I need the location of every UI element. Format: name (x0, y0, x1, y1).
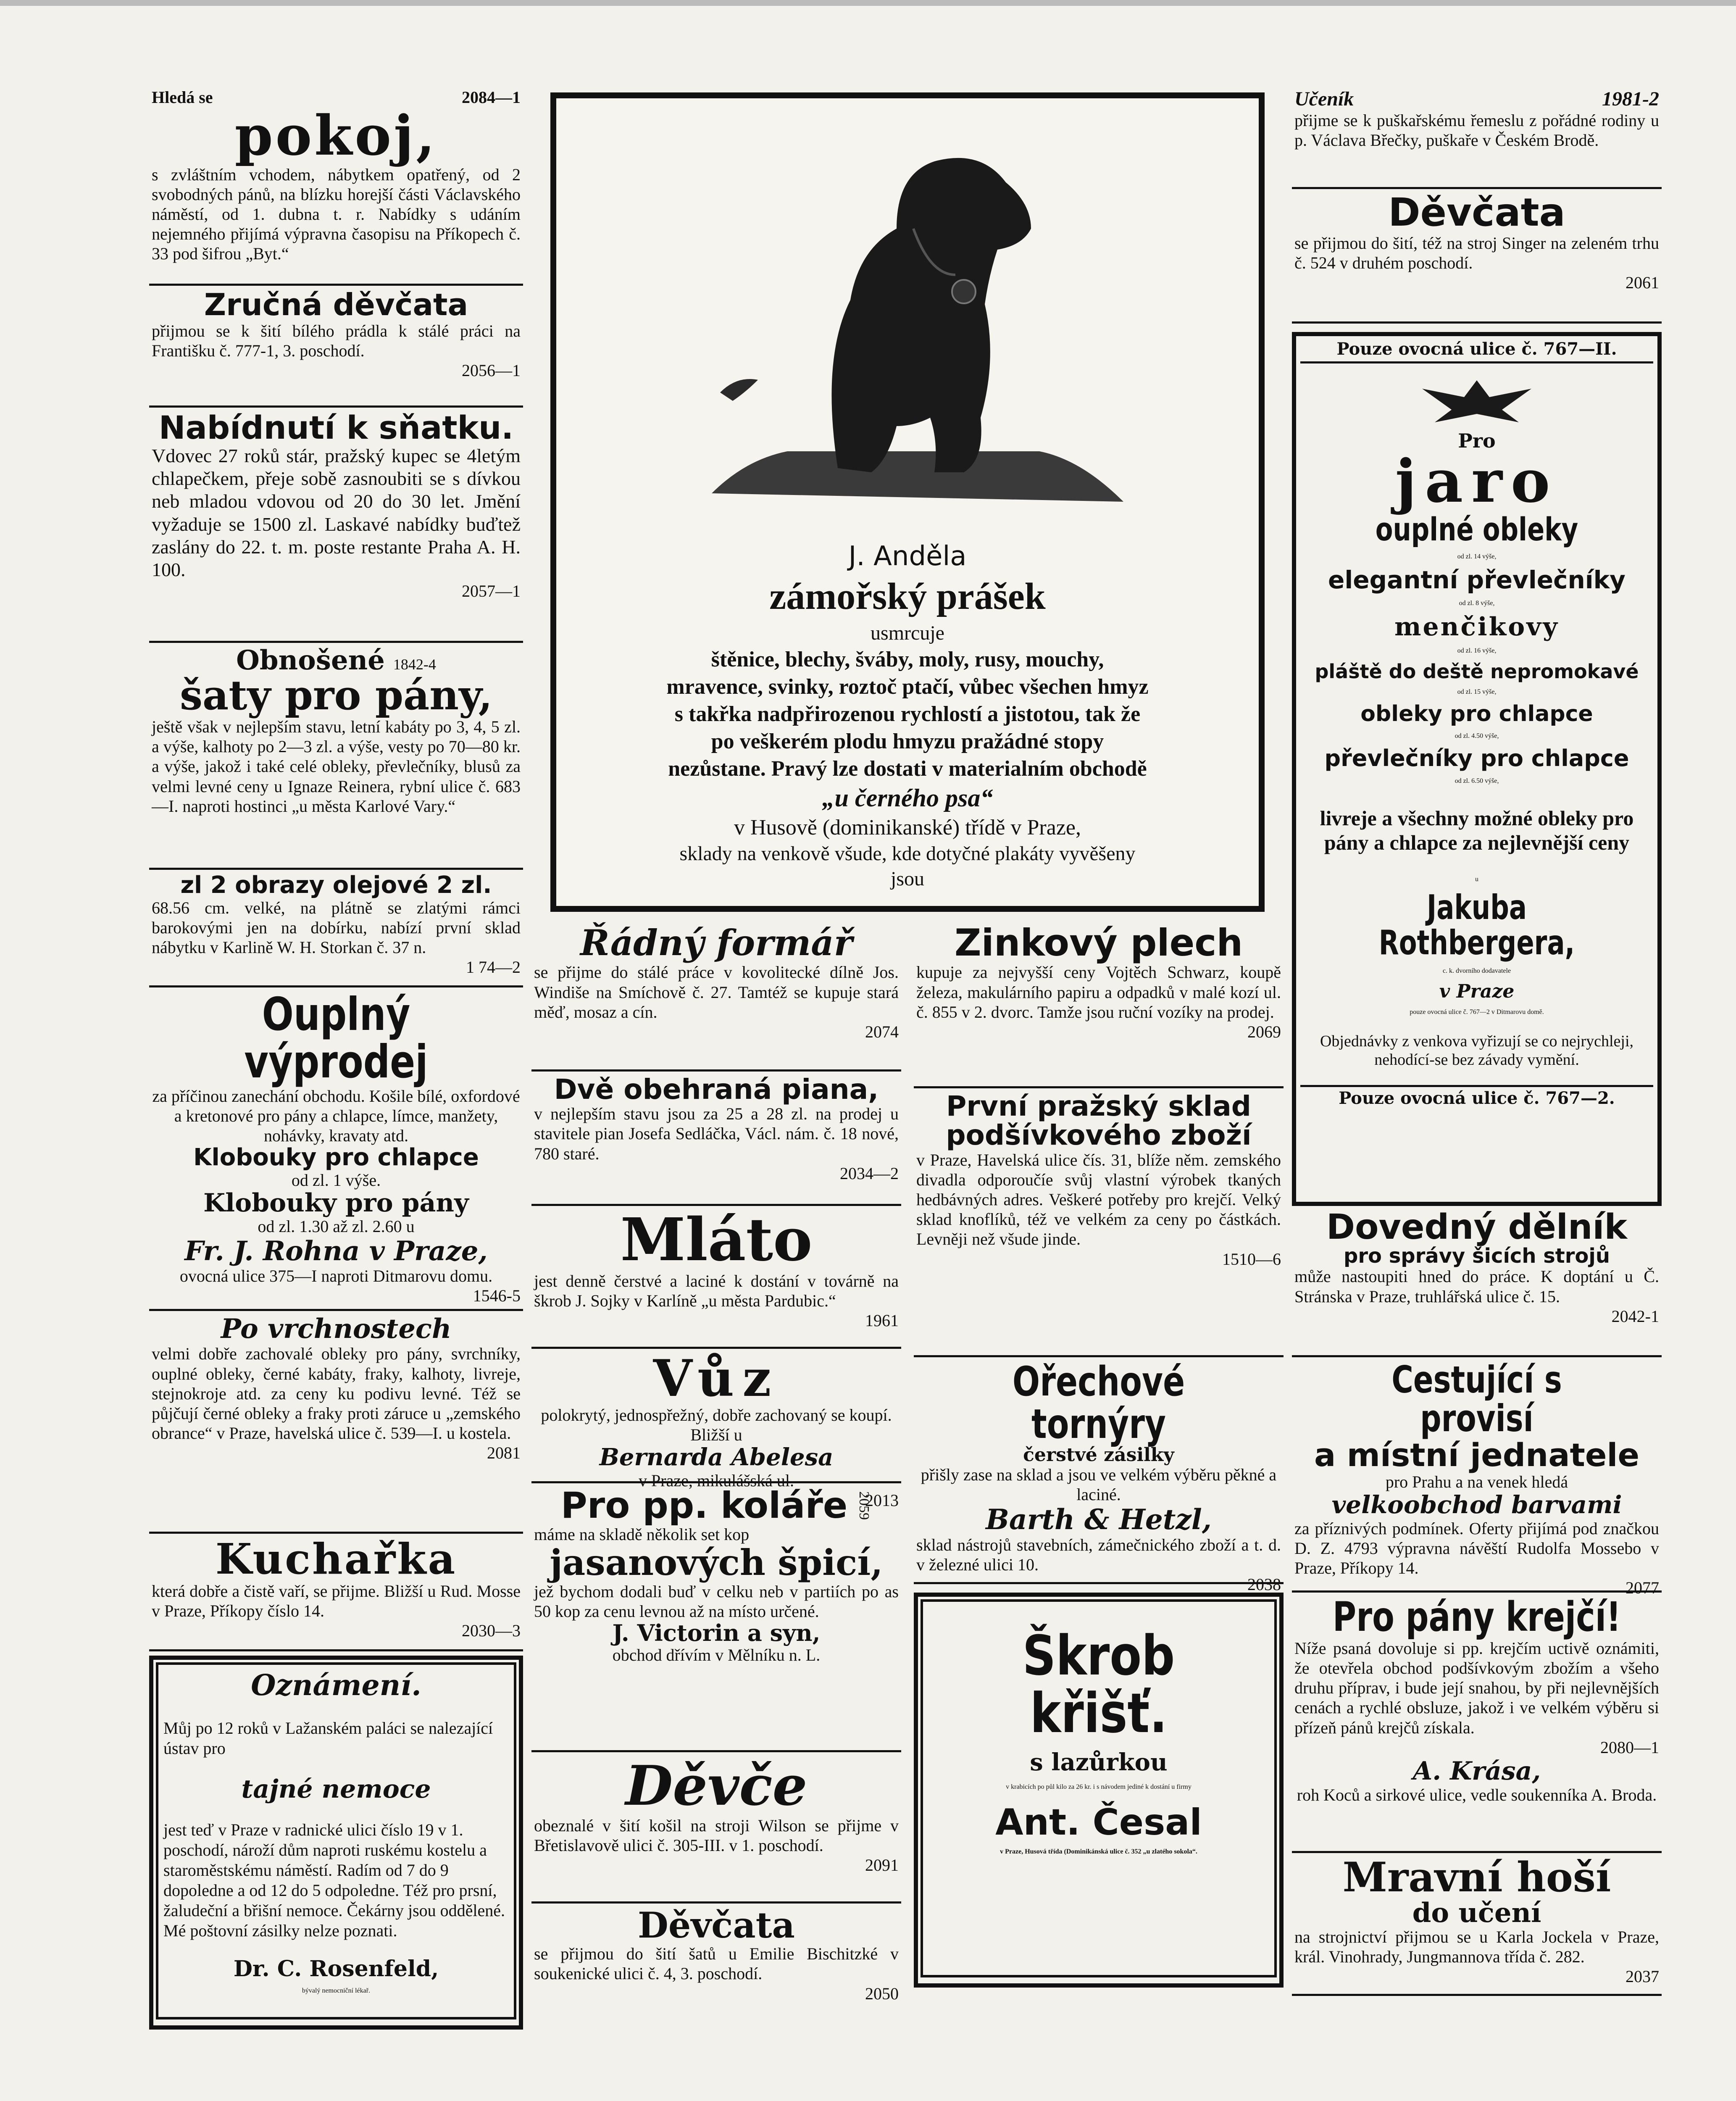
ad-jaro-l5b: od zl. 4.50 výše, (1455, 732, 1499, 740)
ad-pokoj-head: Hledá se (152, 88, 213, 107)
ad-cestujici-body1: pro Prahu a na venek hledá (1385, 1472, 1568, 1491)
ad-formar-title: Řádný formář (580, 922, 852, 964)
dog-illustration-icon (661, 124, 1165, 544)
ad-skrob (914, 1593, 1284, 1988)
ad-vuz-addr: v Praze, mikulášská ul. (639, 1471, 794, 1490)
ad-delnik-num: 2042-1 (1611, 1306, 1659, 1326)
ad-mlato-title: Mláto (620, 1206, 813, 1274)
ad-formar-num: 2074 (865, 1022, 899, 1041)
ad-formar-body: se přijme do stálé práce v kovolitecké dílně Jos. Windiše na Smíchově č. 27. Tamtéž se kupuje stará měď, mosaz a cín. (534, 963, 899, 1022)
ad-krejci-firm: A. Krása, (1412, 1756, 1541, 1786)
ad-saty (149, 643, 523, 870)
ad-zrucna-body: přijmou se k šití bílého prádla k stálé práci na Františku č. 777-1, 3. poschodí. (152, 321, 521, 360)
ad-kolare-body1: máme na skladě několik set kop (534, 1525, 750, 1544)
ad-saty-num: 1842-4 (393, 656, 436, 673)
ad-devcata2-body: se přijmou do šití šatů u Emilie Bischitzké v soukenické ulici č. 4, 3. poschodí. (534, 1944, 899, 1983)
ad-devcata (1292, 189, 1662, 324)
eagle-emblem-icon (1418, 372, 1536, 431)
ad-kucharka-num: 2030—3 (462, 1621, 521, 1640)
ad-jaro (1292, 332, 1662, 1206)
ad-kucharka (149, 1534, 523, 1651)
ad-vrchnosti-title: Po vrchnostech (221, 1313, 452, 1345)
ad-oznameni (149, 1656, 523, 2030)
ad-oznameni-body1: Můj po 12 roků v Lažanském paláci se nalezající ústav pro (163, 1718, 493, 1758)
ad-snatek-title: Nabídnutí k sňatku. (158, 409, 514, 446)
ad-podsivky-title1: První pražský sklad (946, 1090, 1252, 1122)
ad-obrazy-title: zl 2 obrazy olejové 2 zl. (180, 871, 492, 899)
ad-pokoj-body: s zvláštním vchodem, nábytkem opatřený, od 2 svobodných pánů, na blízku horejší části Václavského náměstí, od 1. dubna t. r. Nabídky s udáním nejemného přijímá výpravna časopisu na Příkopech č. 33 pod šifrou „Byt.“ (152, 165, 521, 263)
ad-delnik-sub: pro správy šicích strojů (1343, 1244, 1610, 1268)
ad-andela-shop2: v Husově (dominikanské) třídě v Praze, (734, 815, 1081, 840)
ad-vyprodej-addr: ovocná ulice 375—I naproti Ditmarovu domu. (179, 1266, 493, 1285)
ad-devce-num: 2091 (865, 1856, 899, 1875)
ad-oznameni-title: Oznámení. (251, 1669, 421, 1702)
ad-jaro-l3b: od zl. 16 výše, (1457, 647, 1497, 654)
ad-andela-shop3: sklady na venkově všude, kde dotyčné plakáty vyvěšeny jsou (679, 842, 1136, 890)
ad-jaro-addr: pouze ovocná ulice č. 767—2 v Ditmarovu domě. (1410, 1008, 1544, 1016)
ad-jaro-l3: menčikovy (1394, 612, 1559, 642)
ad-zinek (914, 920, 1284, 1088)
ad-jaro-l2b: od zl. 8 výše, (1459, 599, 1495, 607)
ad-cestujici-title: Cestující s provisí (1391, 1358, 1562, 1440)
ad-piana (531, 1072, 901, 1206)
ad-vuz-num: 2013 (865, 1491, 899, 1510)
ad-snatek-body: Vdovec 27 roků stár, pražský kupec se 4letým chlapečkem, přeje sobě zasnoubiti se s dívkou neb mladou vdovou od 20 do 30 let. Jmění vyžaduje se 1500 zl. Laskavé nabídky buďtež zaslány do 22. t. m. poste restante Praha A. H. 100. (152, 445, 521, 581)
ad-hosi-body: na strojnictví přijmou se u Karla Jockela v Praze, král. Vinohrady, Jungmannova třída č. 282. (1294, 1927, 1659, 1967)
ad-jaro-l4b: od zl. 15 výše, (1457, 688, 1497, 696)
ad-jaro-l6: převlečníky pro chlapce (1324, 745, 1629, 771)
ad-saty-body: ještě však v nejlepším stavu, letní kabáty po 3, 4, 5 zl. a výše, kalhoty po 2—3 zl. a výše, vesty po 70—80 kr. a výše, jakož i také celé obleky, převlečníky, blusů za velmi levné ceny u Ignaze Reinera, rybní ulice č. 683—I. naproti hostinci „u města Karlové Vary.“ (152, 717, 521, 816)
ad-vyprodej-firm: Fr. J. Rohna v Praze, (184, 1235, 488, 1267)
ad-tornyry-title: Ořechové tornýry (1012, 1358, 1185, 1448)
ad-pokoj-num: 2084—1 (462, 88, 521, 107)
ad-tornyry-sub: čerstvé zásilky (1023, 1444, 1174, 1466)
ad-kucharka-title: Kuchařka (215, 1534, 457, 1584)
ad-vuz-title: Vůz (653, 1349, 780, 1408)
middle-subcolumns (531, 920, 1284, 2030)
ad-cestujici-body2: za příznivých podmínek. Oferty přijímá pod značkou D. Z. 4793 výpravna návěští Rudolfa Mossebo v Praze, Příkopy 14. (1294, 1519, 1659, 1577)
ad-devce-body: obeznalé v šití košil na stroji Wilson se přijme v Břetislavově ulici č. 305-III. v 1. poschodí. (534, 1816, 899, 1855)
ad-krejci-num: 2080—1 (1600, 1738, 1659, 1757)
ad-kolare (531, 1483, 901, 1752)
middle-subcol-right (914, 920, 1284, 2030)
ad-obrazy (149, 870, 523, 987)
ad-vyprodej-sub1b: od zl. 1 výše. (291, 1171, 381, 1190)
ad-ucen-body: přijme se k puškařskému řemeslu z pořádné rodiny u p. Václava Břečky, puškaře v Českém Brodě. (1294, 111, 1659, 150)
ad-kolare-title: Pro pp. koláře (560, 1485, 848, 1527)
ad-devce-title: Děvče (625, 1753, 808, 1818)
ad-devcata-num: 2061 (1626, 273, 1659, 292)
ad-jaro-bottom: Pouze ovocná ulice č. 767—2. (1300, 1085, 1653, 1107)
column-right (1292, 84, 1662, 1996)
ad-pokoj (149, 84, 523, 286)
ad-jaro-firm: Jakuba Rothbergera, (1378, 887, 1575, 962)
ad-zinek-body: kupuje za nejvyšší ceny Vojtěch Schwarz, koupě železa, makulárního papiru a odpadků v malé kozí ul. č. 855 v 2. dvorc. Tamže jsou ruční vozíky na prodej. (916, 963, 1281, 1022)
ad-vyprodej-sub2b: od zl. 1.30 až zl. 2.60 u (258, 1217, 415, 1236)
ad-andela-kills: usmrcuje (871, 621, 944, 644)
middle-subcol-left (531, 920, 901, 2030)
ad-zinek-title: Zinkový plech (954, 921, 1243, 964)
ad-jaro-title: jaro (1395, 447, 1559, 516)
ad-formar (531, 920, 901, 1072)
ad-tornyry-body: přišly zase na sklad a jsou ve velkém výběru pěkné a laciné. (921, 1465, 1277, 1504)
ad-skrob-firm: Ant. Česal (995, 1801, 1202, 1843)
ad-vyprodej-sub2: Klobouky pro pány (203, 1188, 469, 1218)
ad-vyprodej (149, 987, 523, 1311)
ad-hosi-num: 2037 (1626, 1967, 1659, 1986)
ad-kolare-sub: jasanových špicí, (550, 1542, 883, 1584)
ad-piana-num: 2034—2 (840, 1164, 899, 1183)
ad-vyprodej-sub1: Klobouky pro chlapce (193, 1144, 479, 1172)
ad-andela-title: zámořský prášek (769, 576, 1046, 617)
ad-jaro-l4: pláště do deště nepromokavé (1315, 660, 1639, 683)
ad-vrchnosti-body: velmi dobře zachovalé obleky pro pány, svrchníky, ouplné obleky, černé kabáty, fraky, kalhoty, livreje, stejnokroje atd. za ceny ku podivu levné. Též se půjčují černé obleky a fraky proti záruce u „zemského obrance“ v Praze, havelská ulice č. 539—I. u kostela. (152, 1344, 521, 1443)
ad-kolare-addr: obchod dřívím v Mělníku n. L. (612, 1645, 821, 1664)
column-left (149, 84, 523, 2030)
ad-piana-title: Dvě obehraná piana, (554, 1073, 879, 1106)
ad-tornyry-num: 2038 (1247, 1575, 1281, 1594)
ad-krejci (1292, 1593, 1662, 1853)
ad-cestujici-firm: velkoobchod barvami (1331, 1490, 1622, 1519)
ad-jaro-l1: ouplné obleky (1375, 511, 1578, 548)
ad-vyprodej-num: 1546-5 (473, 1286, 521, 1306)
ad-devcata-body: se přijmou do šití, též na stroj Singer na zeleném trhu č. 524 v druhém poschodí. (1294, 233, 1659, 272)
ad-vrchnosti (149, 1311, 523, 1534)
ad-oznameni-signb: bývalý nemocniční lékař. (302, 1987, 371, 1995)
ad-jaro-l2: elegantní převlečníky (1328, 566, 1626, 595)
ad-piana-body: v nejlepším stavu jsou za 25 a 28 zl. na prodej u stavitele pian Josefa Sedláčka, Václ. nám. č. 18 nové, 780 staré. (534, 1104, 899, 1163)
column-middle (531, 84, 1284, 2030)
ad-jaro-u: u (1475, 875, 1478, 883)
ad-zrucna-num: 2056—1 (462, 361, 521, 380)
ad-delnik-body: může nastoupiti hned do práce. K doptání u Č. Stránska v Praze, truhlářská ulice č. 15. (1294, 1267, 1659, 1306)
ad-zinek-num: 2069 (1247, 1022, 1281, 1041)
ad-jaro-pro: Pro (1458, 429, 1496, 452)
ad-pokoj-title: pokoj, (234, 103, 438, 168)
ad-obrazy-body: 68.56 cm. velké, na plátně se zlatými rámci barokovými jen na dobírku, nabízí první sklad nábytku v Karlině W. H. Storkan č. 37 n. (152, 898, 521, 957)
ad-zrucna-title: Zručná děvčata (204, 287, 468, 322)
ad-saty-title: šaty pro pány, (179, 671, 493, 719)
ad-tornyry-addr: sklad nástrojů stavebních, zámečnického zboží a t. d. v železné ulici 10. (916, 1535, 1281, 1574)
ad-snatek-num: 2057—1 (462, 582, 521, 601)
ad-hosi-title: Mravní hoší (1342, 1854, 1611, 1901)
ad-tornyry-firm: Barth & Hetzl, (986, 1503, 1212, 1536)
ad-andela-shop: „u černého psa“ (822, 784, 993, 812)
ad-vrchnosti-num: 2081 (487, 1443, 521, 1463)
ad-jaro-top: Pouze ovocná ulice č. 767—II. (1300, 340, 1653, 363)
ad-mlato-num: 1961 (865, 1311, 899, 1330)
ad-podsivky (914, 1088, 1284, 1357)
ad-mlato (531, 1206, 901, 1349)
ad-vuz-body: polokrytý, jednospřežný, dobře zachovaný se koupí. Bližší u (541, 1406, 892, 1445)
ad-hosi-sub: do učení (1412, 1897, 1541, 1929)
ad-podsivky-title2: podšívkového zboží (946, 1119, 1252, 1152)
ad-podsivky-num: 1510—6 (1222, 1249, 1281, 1269)
ad-jaro-firm3: v Praze (1439, 980, 1515, 1002)
ad-vuz-firm: Bernarda Abelesa (599, 1443, 834, 1472)
ad-cestujici (1292, 1357, 1662, 1598)
ad-krejci-body: Níže psaná dovoluje si pp. krejčím uctivě oznámiti, že otevřela obchod podšívkovým zbožím a všeho druhu příprav, i bude její snahou, by při nejlevnějších cenách a rychlé obsluze, jakož i ve velkém výběru si přízeň pánů krejčů získala. (1294, 1638, 1659, 1737)
ad-skrob-body: v krabicích po půl kilo za 26 kr. i s návodem jediné k dostání u firmy (1006, 1783, 1192, 1790)
ad-krejci-title: Pro pány krejčí! (1332, 1593, 1621, 1640)
ad-oznameni-body2: jest teď v Praze v radnické ulici číslo 19 v 1. poschodí, nároží dům naproti ruskému kostelu a staroměstskému náměstí. Radím od 7 do 9 dopoledne a od 12 do 5 odpoledne. Též pro prsní, žaludeční a břišní nemoce. Čekárny jsou oddělené. Mé poštovní zásilky nelze poznati. (163, 1820, 505, 1940)
ad-jaro-l7: livreje a všechny možné obleky pro pány a chlapce za nejlevnější ceny (1320, 806, 1634, 854)
ad-delnik-title: Dovedný dělník (1326, 1207, 1627, 1247)
ad-jaro-l1b: od zl. 14 výše, (1457, 553, 1497, 561)
ad-devcata2 (531, 1904, 901, 2030)
ad-ucen-title: Učeník (1294, 88, 1354, 110)
ad-vyprodej-title: Ouplný výprodej (244, 988, 428, 1089)
ad-obrazy-num: 1 74—2 (466, 958, 521, 977)
ad-ucen (1292, 84, 1662, 189)
ad-skrob-addr: v Praze, Husová třída (Dominikánská ulice č. 352 „u zlatého sokola“. (1000, 1848, 1197, 1856)
ad-devcata-title: Děvčata (1388, 190, 1565, 235)
ad-saty-pre: Obnošené (236, 645, 385, 676)
ad-skrob-title: Škrob křišť. (1022, 1624, 1175, 1745)
ad-devcata2-num: 2050 (865, 1984, 899, 2003)
ad-kucharka-body: která dobře a čistě vaří, se přijme. Bližší u Rud. Mosse v Praze, Příkopy číslo 14. (152, 1582, 521, 1621)
ad-andela-name: J. Anděla (848, 541, 967, 572)
ad-jaro-l5: obleky pro chlapce (1360, 701, 1593, 727)
top-edge (0, 0, 1736, 6)
ad-andela (550, 92, 1265, 912)
ad-vyprodej-body: za příčinou zanechání obchodu. Košile bílé, oxfordové a kretonové pro pány a chlapce, límce, manžety, nohávky, kravaty atd. (152, 1086, 520, 1145)
ad-krejci-addr: roh Koců a sirkové ulice, vedle soukenníka A. Broda. (1297, 1785, 1657, 1804)
ad-tornyry (914, 1357, 1284, 1594)
ad-hosi (1292, 1853, 1662, 1996)
ad-snatek (149, 408, 523, 643)
ad-devce (531, 1752, 901, 1904)
ad-cestujici-num: 2077 (1626, 1578, 1659, 1598)
ad-jaro-firm2: c. k. dvorního dodavatele (1442, 967, 1511, 974)
ad-kolare-body2: jež bychom dodali buď v celku neb v partiích po as 50 kop za cenu levnou až na místo určené. (534, 1582, 899, 1621)
ad-mlato-body: jest denně čerstvé a laciné k dostání v továrně na škrob J. Sojky v Karlíně „u města Pardubic.“ (534, 1272, 899, 1311)
ad-ucen-num: 1981-2 (1602, 88, 1659, 110)
ad-zrucna (149, 286, 523, 408)
ad-kolare-side: 2059 (856, 1491, 872, 1520)
ad-skrob-sub: s lazůrkou (1030, 1748, 1168, 1776)
ad-jaro-note: Objednávky z venkova vyřizují se co nejrychleji, nehodící-se bez závady vymění. (1320, 1032, 1634, 1069)
ad-delnik (1292, 1206, 1662, 1357)
ad-cestujici-title2: a místní jednatele (1314, 1436, 1640, 1474)
ad-jaro-l6b: od zl. 6.50 výše, (1455, 777, 1499, 785)
ad-podsivky-body: v Praze, Havelská ulice čís. 31, blíže něm. zemského divadla odporoučíe svůj vlastní výrobek tkaných hedbávných adres. Veškeré potřeby pro krejčí. Velký sklad knoflíků, též ve velkém za ceny po částkách. Levněji než všude jinde. (916, 1150, 1281, 1249)
ad-oznameni-sub: tajné nemoce (241, 1774, 431, 1804)
ad-andela-body: štěnice, blechy, šváby, moly, rusy, mouchy, mravence, svinky, roztoč ptačí, vůbec všechen hmyz s takřka nadpřirozenou rychlostí a jistotou, tak že po veškerém plodu hmyzu pražádné stopy nezůstane. Pravý lze dostati v materialním obchodě (666, 647, 1149, 781)
ad-devcata2-title: Děvčata (638, 1904, 795, 1946)
ad-kolare-firm: J. Victorin a syn, (612, 1619, 821, 1647)
ad-oznameni-sign: Dr. C. Rosenfeld, (233, 1956, 439, 1982)
